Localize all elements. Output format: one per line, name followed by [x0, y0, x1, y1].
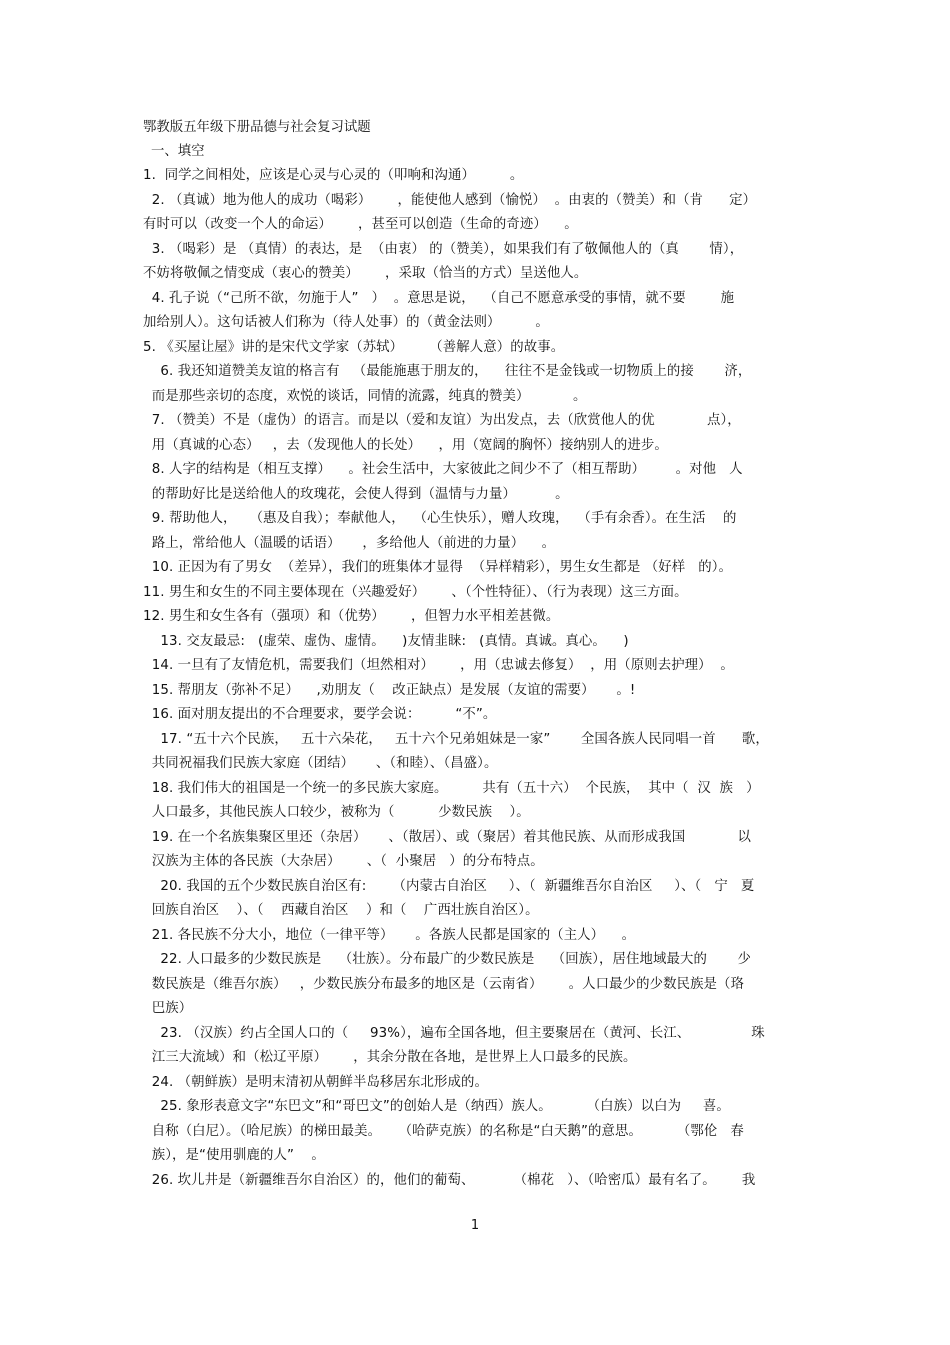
text-line: 17. “五十六个民族， 五十六朵花， 五十六个兄弟姐妹是一家” 全国各族人民同唱一首 歌，: [143, 731, 769, 747]
document-body: [143, 116, 813, 1193]
text-line: 数民族是（维吾尔族） ，少数民族分布最多的地区是（云南省） 。人口最少的少数民族是（珞: [143, 976, 745, 992]
text-line: 巴族）: [143, 1001, 193, 1016]
text-line: 族），是“使用驯鹿的人” 。: [143, 1148, 325, 1163]
text-line: 2. （真诚）地为他人的成功（喝彩） ，能使他人感到（愉悦） 。由衷的（赞美）和（肯 定）: [143, 192, 757, 208]
text-line: 路上，常给他人（温暖的话语） ，多给他人（前进的力量） 。: [143, 535, 556, 551]
text-line: 16. 面对朋友提出的不合理要求，要学会说： “不”。: [143, 707, 497, 722]
text-line: 人口最多，其他民族人口较少，被称为（ 少数民族 ）。: [143, 805, 530, 820]
text-line: 4. 孔子说（“己所不欲，勿施于人” ） 。意思是说， （自己不愿意承受的事情，就不要 施: [143, 290, 735, 306]
text-line: 江三大流域）和（松辽平原） ，其余分散在各地，是世界上人口最多的民族。: [143, 1050, 637, 1065]
text-line: 加给别人）。这句话被人们称为（待人处事）的（黄金法则） 。: [143, 315, 549, 330]
text-line: 20. 我国的五个少数民族自治区有: （内蒙古自治区 ）、（ 新疆维吾尔自治区 ）、（ 宁 夏: [143, 878, 755, 894]
text-line: 的帮助好比是送给他人的玫瑰花，会使人得到（温情与力量） 。: [143, 486, 569, 502]
text-line: 6. 我还知道赞美友谊的格言有 （最能施惠于朋友的， 往往不是金钱或一切物质上的接 济，: [143, 364, 752, 379]
text-line: 26. 坎儿井是（新疆维吾尔自治区）的，他们的葡萄、 （棉花 ）、（哈密瓜）最有名了。 我: [143, 1172, 756, 1188]
text-line: 24. （朝鲜族）是明末清初从朝鲜半岛移居东北形成的。: [143, 1074, 488, 1090]
section-heading: 一、填空: [151, 144, 205, 159]
text-line: 14. 一旦有了友情危机，需要我们（坦然相对） ，用（忠诚去修复） ，用（原则去护理） 。: [143, 658, 734, 673]
text-line: 21. 各民族不分大小，地位（一律平等） 。各族人民都是国家的（主人） 。: [143, 927, 636, 943]
text-line: 25. 象形表意文字“东巴文”和“哥巴文”的创始人是（纳西）族人。 （白族）以白为 喜。: [143, 1099, 730, 1114]
text-line: 3. （喝彩）是 （真情）的表达，是 （由衷） 的（赞美），如果我们有了敬佩他人的（真 情），: [143, 241, 744, 257]
text-line: 15. 帮朋友（弥补不足） ,劝朋友（ 改正缺点）是发展（友谊的需要） 。!: [143, 682, 636, 698]
text-line: 18. 我们伟大的祖国是一个统一的多民族大家庭。 共有（五十六） 个民族， 其中（ 汉 族 ）: [143, 780, 760, 796]
text-line: 10. 正因为有了男女 （差异），我们的班集体才显得 （异样精彩），男生女生都是 （好样 的）。: [143, 560, 733, 575]
text-line: 用（真诚的心态） ，去（发现他人的长处） ，用（宽阔的胸怀）接纳别人的进步。: [143, 437, 668, 453]
text-line: 自称（白尼）。（哈尼族）的梯田最美。 （哈萨克族）的名称是“白天鹅”的意思。 （鄂伦 春: [143, 1123, 744, 1139]
text-line: 而是那些亲切的态度，欢悦的谈话，同情的流露，纯真的赞美） 。: [143, 388, 587, 404]
text-line: 7. （赞美）不是（虚伪）的语言。而是以（爱和友谊）为出发点，去（欣赏他人的优 点），: [143, 413, 741, 428]
question-list: [143, 164, 813, 1193]
text-line: 12. 男生和女生各有（强项）和（优势） ，但智力水平相差甚微。: [143, 609, 560, 624]
text-line: 有时可以（改变一个人的命运） ，甚至可以创造（生命的奇迹） 。: [143, 217, 578, 232]
text-line: 9. 帮助他人， （惠及自我）；奉献他人， （心生快乐），赠人玫瑰， （手有余香）。在生活 的: [143, 511, 737, 526]
text-line: 共同祝福我们民族大家庭（团结） 、（和睦）、（昌盛）。: [143, 756, 498, 771]
page-number: 1: [470, 1218, 480, 1233]
text-line: 汉族为主体的各民族（大杂居） 、（ 小聚居 ）的分布特点。: [143, 854, 544, 869]
text-line: 22. 人口最多的少数民族是 （壮族）。分布最广的少数民族是 （回族），居住地域最大的 少: [143, 952, 751, 967]
text-line: 1. 同学之间相处，应该是心灵与心灵的（叩响和沟通） 。: [143, 168, 524, 183]
text-line: 8. 人字的结构是（相互支撑） 。社会生活中，大家彼此之间少不了（相互帮助） 。对他 人: [143, 462, 743, 477]
text-line: 5. 《买屋让屋》讲的是宋代文学家（苏轼） （善解人意）的故事。: [143, 339, 565, 355]
text-line: 不妨将敬佩之情变成（衷心的赞美） ，采取（恰当的方式）呈送他人。: [143, 266, 588, 281]
text-line: 11. 男生和女生的不同主要体现在（兴趣爱好） 、（个性特征）、（行为表现）这三方面。: [143, 584, 688, 600]
text-line: 13. 交友最忌: (虚荣、虚伪、虚情。 )友情韭睐: (真情。真诚。真心。 ): [143, 633, 629, 649]
document-title: 鄂教版五年级下册品德与社会复习试题: [143, 120, 371, 135]
text-line: 23. （汉族）约占全国人口的（ 93%），遍布全国各地，但主要聚居在（黄河、长江、 珠: [143, 1025, 765, 1041]
text-line: 回族自治区 ）、（ 西藏自治区 ）和（ 广西壮族自治区）。: [143, 903, 539, 918]
text-line: 19. 在一个名族集聚区里还（杂居） 、（散居）、或（聚居）着其他民族、从而形成我国 以: [143, 829, 751, 845]
